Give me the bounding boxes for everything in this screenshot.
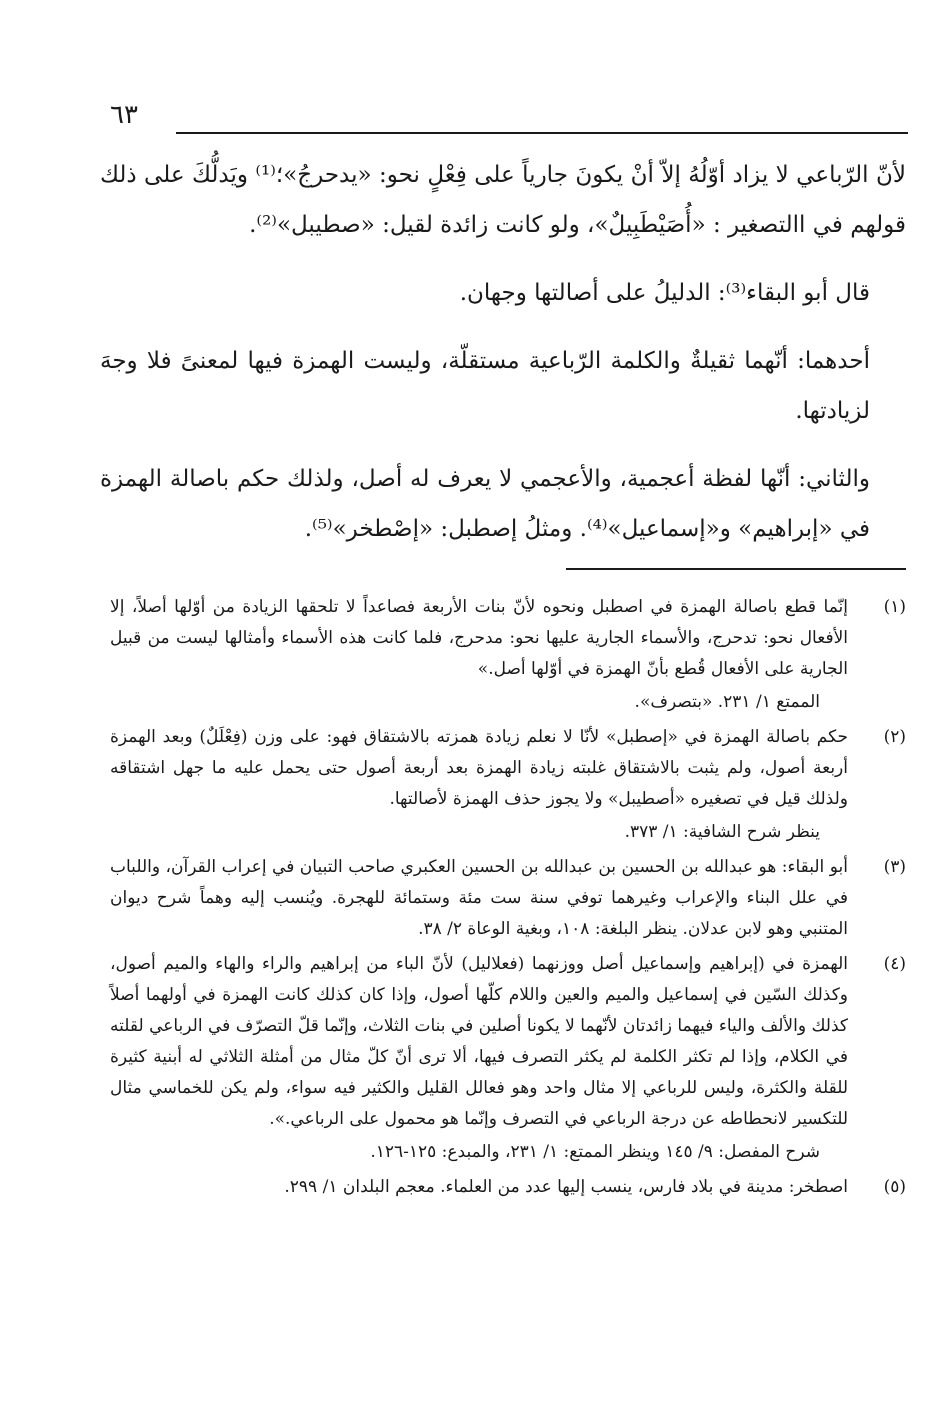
header-rule (176, 132, 908, 134)
footnote-text: إنّما قطع باصالة الهمزة في اصطبل ونحوه لأنّ بنات الأربعة فصاعداً لا تلحقها الزيادة من أوّلها أصلاً، إلا الأفعال نحو: تدحرج، والأسماء الجارية عليها نحو: مدحرج، فلما كانت هذه الأسماء وأمثالها ليست من قبيل الجارية على الأفعال قُطع بأنّ الهمزة في أوّلها أصل.» (110, 597, 848, 679)
footnote-number: (٣) (883, 857, 906, 877)
footnote-3 (110, 852, 906, 945)
paragraph-2: قال أبو البقاء⁽³⁾: الدليلُ على أصالتها وجهان. (459, 280, 870, 306)
footnote-2 (110, 722, 906, 848)
footnote-number: (٥) (883, 1177, 906, 1197)
footnote-number: (٤) (883, 954, 906, 974)
footnote-reference: ينظر شرح الشافية: ١/ ٣٧٣. (624, 822, 820, 842)
main-text (100, 150, 906, 572)
page-number: ٦٣ (110, 100, 138, 130)
paragraph-3: أحدهما: أنّهما ثقيلةٌ والكلمة الرّباعية مستقلّة، وليست الهمزة فيها لمعنىً فلا وجهَ لزيادتها. (100, 348, 870, 424)
footnote-separator (566, 568, 906, 570)
footnote-text: الهمزة في (إبراهيم وإسماعيل أصل ووزنهما (فعلاليل) لأنّ الباء من إبراهيم والراء والهاء والميم أصول، وكذلك السّين في إسماعيل والميم والعين واللام كلّها أصول، وإذا كان كذلك كانت الهمزة في أولهما أصلاً كذلك والألف والياء فيهما زائدتان لأنّهما لا يكونا أصلين في بنات الثلاث، وإنّما قلّ التصرّف في الرباعي لقلته في الكلام، وإذا لم تكثر الكلمة لم يكثر التصرف فيها، ألا ترى أنّ كلّ مثال من أمثلة الثلاثي له أبنية كثيرة للقلة والكثرة، وليس للرباعي إلا مثال واحد وهو فعالل القليل والكثير فيه سواء، ولم يكن للخماسي مثال للتكسير لانحطاطه عن درجة الرباعي في التصرف وإنّما هو محمول على الرباعي.». (110, 954, 848, 1129)
footnotes (110, 592, 906, 1207)
footnote-text: اصطخر: مدينة في بلاد فارس، ينسب إليها عدد من العلماء. معجم البلدان ١/ ٢٩٩. (284, 1177, 848, 1197)
paragraph-4: والثاني: أنّها لفظة أعجمية، والأعجمي لا يعرف له أصل، ولذلك حكم باصالة الهمزة في «إبراهيم» و«إسماعيل»⁽⁴⁾. ومثلُ إصطبل: «إصْطخر»⁽⁵⁾. (100, 466, 870, 542)
footnote-text: حكم باصالة الهمزة في «إصطبل» لأنّا لا نعلم زيادة همزته بالاشتقاق فهو: على وزن (فِعْلَلٌ) وبعد الهمزة أربعة أصول، ولم يثبت بالاشتقاق غلبته زيادة الهمزة بعد أربعة أصول حتى يحمل عليه ما جهل اشتقاقه ولذلك قيل في تصغيره «أصطيبل» ولا يجوز حذف الهمزة لأصالتها. (110, 727, 848, 809)
paragraph-1: لأنّ الرّباعي لا يزاد أوّلُهُ إلاّ أنْ يكونَ جارياً على فِعْلٍ نحو: «يدحرجُ»؛⁽¹⁾ ويَدلُّكَ على ذلك قولهم في االتصغير : «أُصَيْطَبِيلٌ»، ولو كانت زائدة لقيل: «صطيبل»⁽²⁾. (100, 162, 906, 238)
footnote-1 (110, 592, 906, 718)
footnote-text: أبو البقاء: هو عبدالله بن الحسين بن عبدالله بن الحسين العكبري صاحب التبيان في إعراب القرآن، واللباب في علل البناء والإعراب وغيرهما توفي سنة ست مئة وستمائة للهجرة. ويُنسب إليه وهماً شرح ديوان المتنبي وهو لابن عدلان. ينظر البلغة: ١٠٨، وبغية الوعاة ٢/ ٣٨. (110, 857, 848, 939)
footnote-number: (١) (883, 597, 906, 617)
footnote-4 (110, 949, 906, 1168)
footnote-number: (٢) (883, 727, 906, 747)
footnote-5 (110, 1172, 906, 1203)
footnote-reference: الممتع ١/ ٢٣١. «بتصرف». (634, 692, 820, 712)
footnote-reference: شرح المفصل: ٩/ ١٤٥ وينظر الممتع: ١/ ٢٣١، والمبدع: ١٢٥-١٢٦. (370, 1142, 820, 1162)
